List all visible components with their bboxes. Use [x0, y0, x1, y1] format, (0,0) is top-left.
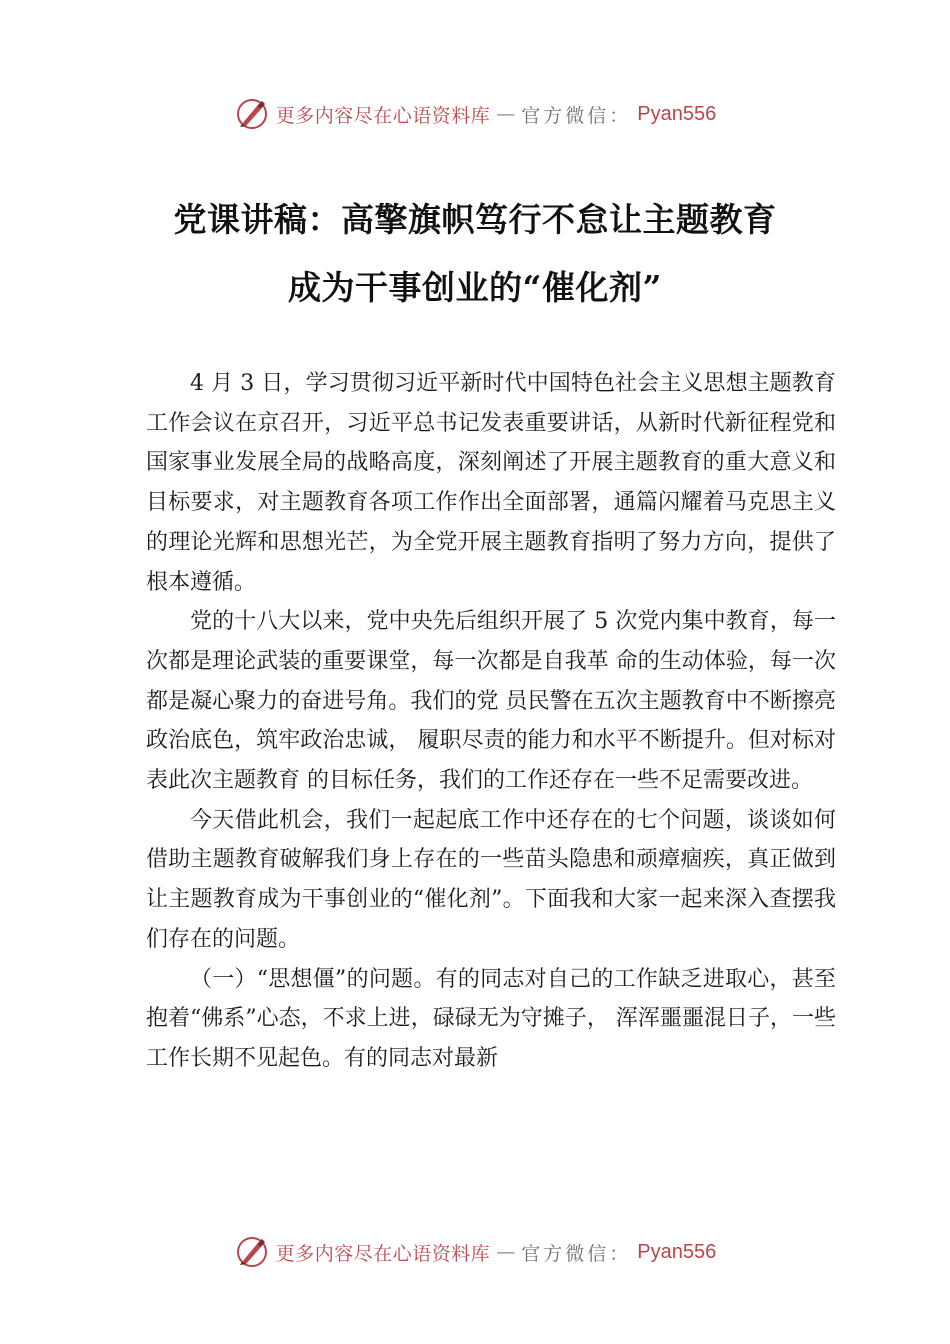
document-title-line-2: 成为干事创业的“催化剂” — [288, 268, 662, 307]
banner-text: 更多内容尽在心语资料库 — [275, 1242, 491, 1265]
banner-dash: — — [496, 1241, 516, 1263]
footer-watermark-banner — [0, 1232, 950, 1272]
banner-wechat-label: 官方微信： — [521, 1242, 632, 1265]
banner-wechat-id: Pyan556 — [637, 1240, 717, 1263]
pen-logo-icon — [234, 1234, 270, 1270]
banner-wechat-id: Pyan556 — [637, 102, 717, 125]
banner-text: 更多内容尽在心语资料库 — [275, 104, 491, 127]
banner-wechat-label: 官方微信： — [521, 104, 632, 127]
banner-dash: — — [496, 103, 516, 125]
pen-logo-icon — [234, 96, 270, 132]
document-body — [146, 364, 836, 1079]
body-paragraph: （一）“思想僵”的问题。有的同志对自己的工作缺乏进取心，甚至抱着“佛系”心态，不求上进，碌碌无为守摊子， 浑浑噩噩混日子，一些工作长期不见起色。有的同志对最新 — [146, 966, 836, 1071]
document-title-line-1: 党课讲稿：高擎旗帜笃行不怠让主题教育 — [173, 200, 777, 239]
body-paragraph: 今天借此机会，我们一起起底工作中还存在的七个问题，谈谈如何借助主题教育破解我们身上存在的一些苗头隐患和顽瘴痼疾，真正做到让主题教育成为干事创业的“催化剂”。下面我和大家一起来深入查摆我们存在的问题。 — [146, 807, 836, 952]
header-watermark-banner — [0, 94, 950, 134]
body-paragraph: 4 月 3 日，学习贯彻习近平新时代中国特色社会主义思想主题教育工作会议在京召开，习近平总书记发表重要讲话，从新时代新征程党和国家事业发展全局的战略高度，深刻阐述了开展主题教育的重大意义和目标要求，对主题教育各项工作作出全面部署，通篇闪耀着马克思主义的理论光辉和思想光芒，为全党开展主题教育指明了努力方向，提供了根本遵循。 — [146, 371, 836, 595]
body-paragraph: 党的十八大以来，党中央先后组织开展了 5 次党内集中教育，每一次都是理论武装的重要课堂，每一次都是自我革 命的生动体验，每一次都是凝心聚力的奋进号角。我们的党 员民警在五次主题教育中不断擦亮政治底色，筑牢政治忠诚， 履职尽责的能力和水平不断提升。但对标对表此次主题教育 的目标任务，我们的工作还存在一些不足需要改进。 — [146, 609, 836, 794]
